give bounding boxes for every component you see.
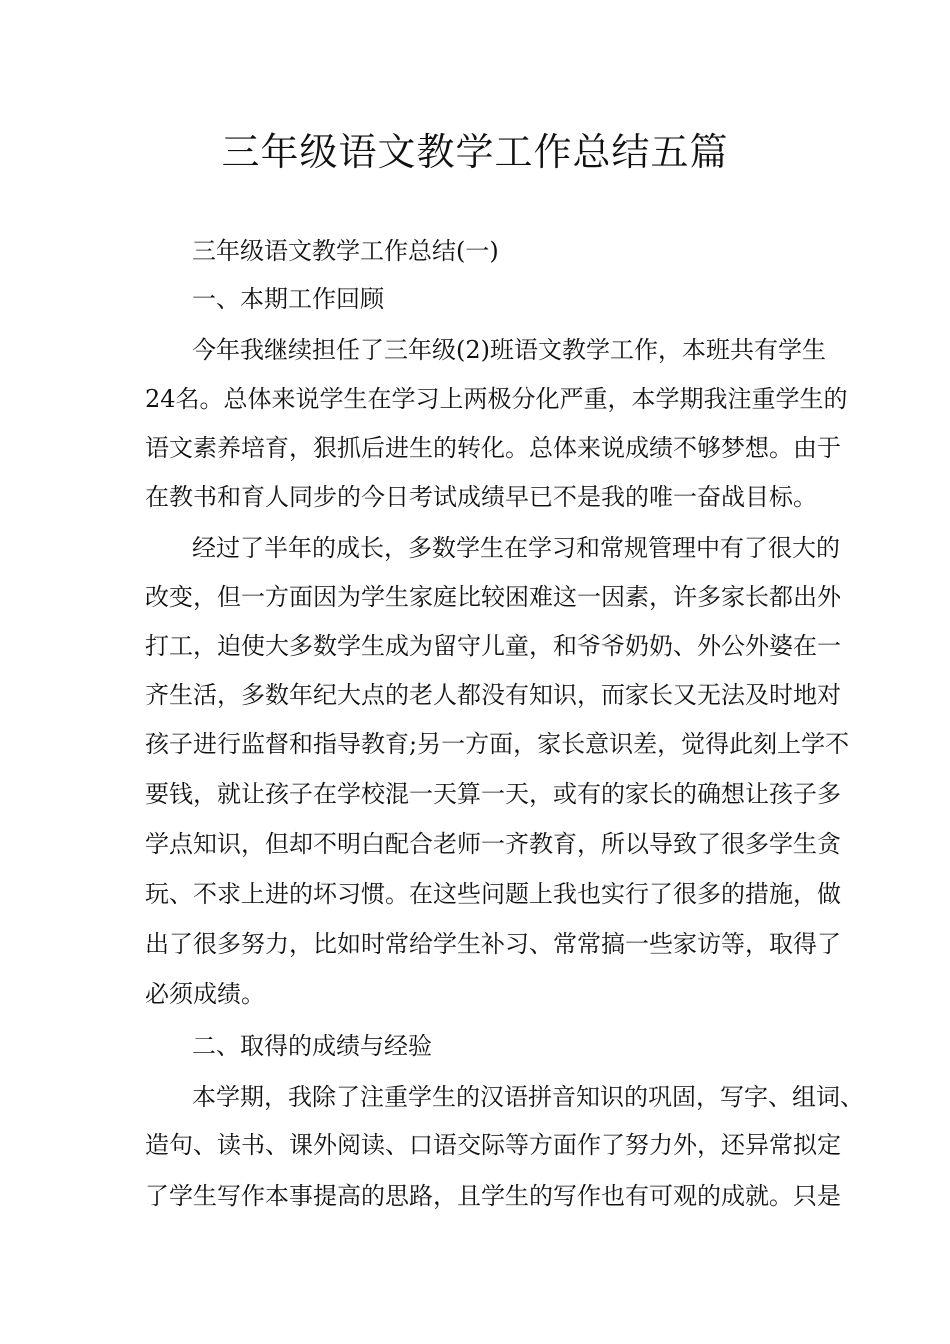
paragraph-line: 玩、不求上进的坏习惯。在这些问题上我也实行了很多的措施，做 (145, 880, 841, 908)
paragraph-line: 造句、读书、课外阅读、口语交际等方面作了努力外，还异常拟定 (145, 1131, 841, 1159)
paragraph-line: 24名。总体来说学生在学习上两极分化严重，本学期我注重学生的 (145, 385, 848, 413)
subtitle: 三年级语文教学工作总结(一) (192, 237, 499, 265)
paragraph-line: 今年我继续担任了三年级(2)班语文教学工作，本班共有学生 (192, 336, 826, 364)
paragraph-line: 本学期，我除了注重学生的汉语拼音知识的巩固，写字、组词、 (192, 1083, 864, 1111)
paragraph-line: 学点知识，但却不明白配合老师一齐教育，所以导致了很多学生贪 (145, 830, 841, 858)
paragraph-line: 改变，但一方面因为学生家庭比较困难这一因素，许多家长都出外 (145, 583, 841, 611)
paragraph-line: 在教书和育人同步的今日考试成绩早已不是我的唯一奋战目标。 (145, 483, 817, 511)
paragraph-line: 孩子进行监督和指导教育;另一方面，家长意识差，觉得此刻上学不 (145, 730, 850, 758)
document-title: 三年级语文教学工作总结五篇 (221, 130, 729, 174)
paragraph-line: 经过了半年的成长，多数学生在学习和常规管理中有了很大的 (192, 534, 840, 562)
paragraph-line: 必须成绩。 (145, 980, 265, 1008)
paragraph-line: 了学生写作本事提高的思路，且学生的写作也有可观的成就。只是 (145, 1182, 841, 1210)
paragraph-line: 打工，迫使大多数学生成为留守儿童，和爷爷奶奶、外公外婆在一 (145, 632, 841, 660)
paragraph-line: 出了很多努力，比如时常给学生补习、常常搞一些家访等，取得了 (145, 930, 841, 958)
section-heading-1: 一、本期工作回顾 (192, 285, 384, 313)
paragraph-line: 齐生活，多数年纪大点的老人都没有知识，而家长又无法及时地对 (145, 681, 841, 709)
paragraph-line: 语文素养培育，狠抓后进生的转化。总体来说成绩不够梦想。由于 (145, 434, 841, 462)
paragraph-line: 要钱，就让孩子在学校混一天算一天，或有的家长的确想让孩子多 (145, 780, 841, 808)
section-heading-2: 二、取得的成绩与经验 (192, 1032, 432, 1060)
